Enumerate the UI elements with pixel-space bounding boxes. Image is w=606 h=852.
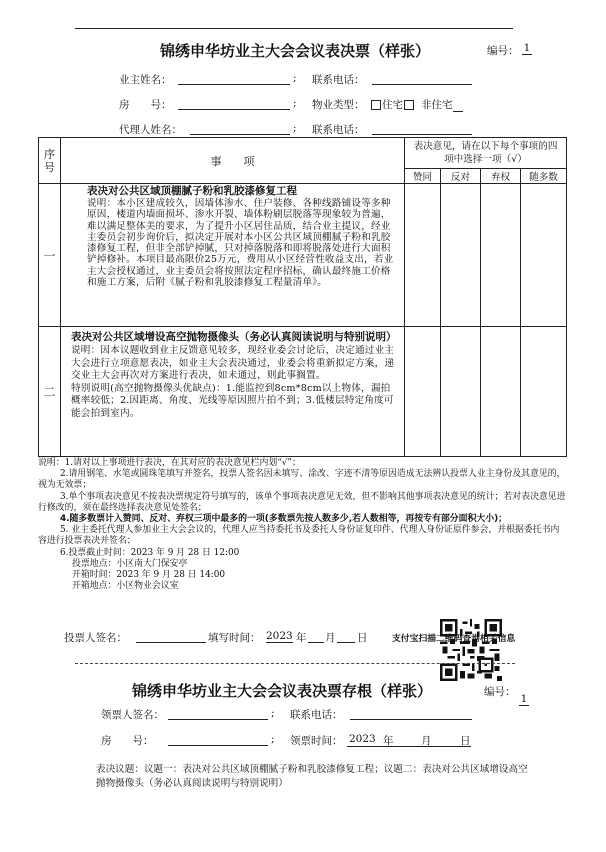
item-cell (61, 184, 405, 327)
separator: ; (293, 97, 297, 109)
item-cell (61, 327, 405, 457)
agent-name-field[interactable] (190, 122, 290, 135)
opinion-header-text: 表决意见，请在以下每个事项的四项中选择一项（√） (413, 141, 558, 165)
note-6-opening-place: 开箱地点：小区物业会议室 (72, 581, 179, 592)
serial-label: 编号： (487, 45, 519, 57)
vote-cell-oppose[interactable] (441, 184, 481, 327)
note-5: 5. 业主委托代理人参加业主大会会议的，代理人应当持委托书及委托人身份证复印件、代理人身份证原件参会，并根据委托书内容进行投票表决并签名； (38, 525, 560, 547)
note-6-deadline: 6.投票截止时间：2023 年 9 月 28 日 12:00 (60, 547, 240, 558)
receiver-signature-label: 领票人签名： (101, 709, 164, 721)
table-row (39, 327, 567, 457)
item-description: 说明：本小区建成较久，因墙体渗水、住户装修、各种线路铺设等多种原因，楼道内墙面损坏、渗水开裂、墙体粉刷层脱落等现象较为普遍，难以满足整体美的要求，为了提升小区居住品质，结合业主提议，经业主委员会初步询价后，拟决定开展对本小区公共区域顶棚腻子粉和乳胶漆修复工程，但非全部铲掉腻，只对掉落脱落和即将脱落处进行大面积铲掉修补。本项目最高限价25万元，费用从小区经营性收益支出，若业主大会授权通过，业主委员会将按照法定程序招标，确认最终施工价格和施工方案，后附《腻子粉和乳胶漆修复工程量清单》。 (87, 198, 394, 289)
receive-time-year: 2023 (349, 733, 376, 745)
fill-date-month-unit: 月 (325, 632, 336, 644)
note-3: 3.单个事项表决意见不按表决票规定符号填写的，该单个事项表决意见无效，但不影响其他事项表决意见的统计；若对表决意见进行修改的，须在最终选择表决意见处签名； (38, 491, 566, 513)
col-seq-header (39, 138, 61, 184)
owner-phone-field[interactable] (372, 72, 472, 85)
item-title: 表决对公共区域顶棚腻子粉和乳胶漆修复工程 (87, 185, 297, 197)
stub-topics: 表决议题：议题一：表决对公共区域顶棚腻子粉和乳胶漆修复工程；议题二：表决对公共区域增设高空抛物摄像头（务必认真阅读说明与特别说明） (96, 764, 528, 789)
room-field[interactable] (178, 97, 290, 110)
vote-cell-abstain[interactable] (481, 184, 521, 327)
vote-cell-majority[interactable] (521, 327, 567, 457)
fill-date-day-unit: 日 (357, 632, 368, 644)
opinion-header (405, 138, 567, 169)
owner-name-label: 业主姓名： (119, 74, 172, 86)
note-4: 4.随多数票计入赞同、反对、弃权三项中最多的一项(多数票先按人数多少,若人数相等，再按专有部分面积大小)； (60, 514, 508, 525)
stub-serial-label: 编号： (484, 686, 516, 698)
stub-phone-label: 联系电话： (290, 709, 343, 721)
property-type-options (370, 97, 463, 112)
separator: ; (293, 122, 297, 134)
vote-cell-majority[interactable] (521, 184, 567, 327)
note-6-opening-time: 开箱时间：2023 年 9 月 28 日 14:00 (72, 570, 226, 581)
residential-label: 住宅 (382, 99, 403, 111)
property-type-underline (453, 101, 463, 112)
receive-time-month-unit: 月 (421, 735, 432, 747)
option-abstain: 弃权 (481, 169, 521, 184)
vote-cell-agree[interactable] (405, 184, 441, 327)
instructions (38, 458, 568, 592)
stub-serial-value: 1 (520, 693, 528, 705)
vote-cell-abstain[interactable] (481, 327, 521, 457)
item-title: 表决对公共区域增设高空抛物摄像头（务必认真阅读说明与特别说明） (71, 331, 397, 343)
note-2: 2.请用钢笔、水笔或圆珠笔填写并签名，投票人签名因未填写、涂改、字迹不清等原因造成无法辨认投票人业主身份及其意见的，视为无效票； (38, 469, 566, 491)
item-special-note: 特别说明(高空抛物摄像头优缺点)：1.能监控到8cm*8cm以上物体，漏拍概率较低；2.因距离、角度、光线等原因照片拍不到；3.低楼层特定角度可能会拍到室内。 (71, 382, 394, 419)
voter-signature-field[interactable] (136, 630, 206, 643)
residential-checkbox[interactable] (371, 100, 381, 110)
fill-date-day-field[interactable] (337, 630, 355, 643)
serial-value: 1 (523, 42, 531, 54)
stub-title: 锦绣申华坊业主大会会议表决票存根（样张） (132, 682, 433, 700)
qr-code[interactable] (440, 619, 502, 681)
table-row (39, 184, 567, 327)
vote-cell-oppose[interactable] (441, 327, 481, 457)
ballot-title: 锦绣申华坊业主大会会议表决票（样张） (160, 42, 431, 60)
receive-time-day-unit: 日 (460, 735, 471, 747)
voter-signature-label: 投票人签名： (64, 632, 127, 644)
fill-date-year: 2023 (266, 630, 293, 642)
cut-line (75, 663, 515, 664)
option-majority: 随多数 (521, 169, 567, 184)
non-residential-checkbox[interactable] (404, 100, 414, 110)
room-label: 房 号： (119, 99, 172, 111)
separator: ; (293, 72, 297, 84)
option-oppose: 反对 (441, 169, 481, 184)
alipay-note: 支付宝扫描二维码查询相关信息 (392, 634, 516, 644)
col-seq-text: 序号 (44, 147, 55, 174)
note-1: 说明：1.请对以上事项进行表决，在其对应的表决意见栏内划“√”； (38, 458, 301, 468)
item-seq: 一 (39, 184, 61, 327)
fill-date-month-field[interactable] (308, 630, 324, 643)
fill-date-year-unit: 年 (296, 632, 307, 644)
receiver-signature-field[interactable] (168, 707, 268, 720)
stub-phone-field[interactable] (350, 707, 472, 720)
stub-room-label: 房 号： (101, 735, 154, 747)
receive-time-label: 领票时间： (290, 735, 343, 747)
vote-cell-agree[interactable] (405, 327, 441, 457)
agent-phone-label: 联系电话： (312, 124, 365, 136)
property-type-label: 物业类型： (312, 99, 365, 111)
item-seq: 二 (39, 327, 61, 457)
agent-name-label: 代理人姓名： (119, 124, 182, 136)
separator: ; (271, 707, 275, 719)
receive-time-year-unit: 年 (383, 735, 394, 747)
non-residential-label: 非住宅 (421, 99, 453, 111)
fill-date-label: 填写时间： (208, 632, 261, 644)
stub-room-field[interactable] (168, 733, 268, 746)
receive-time-underline[interactable] (347, 746, 471, 747)
owner-name-field[interactable] (178, 72, 290, 85)
col-item-header: 事 项 (61, 138, 405, 184)
top-rule (75, 28, 513, 29)
option-agree: 赞同 (405, 169, 441, 184)
separator: ; (271, 733, 275, 745)
owner-phone-label: 联系电话： (312, 74, 365, 86)
agent-phone-field[interactable] (372, 122, 472, 135)
note-6-voting-place: 投票地点：小区南大门保安亭 (72, 558, 188, 569)
vote-table (38, 137, 567, 457)
item-description: 说明：因本议题收到业主反馈意见较多，现经业委会讨论后，决定通过业主大会进行立项意愿表决，如业主大会表决通过，业委会将重新拟定方案，递交业主大会再次对方案进行表决，如未通过，则此事搁置。 (71, 345, 395, 381)
